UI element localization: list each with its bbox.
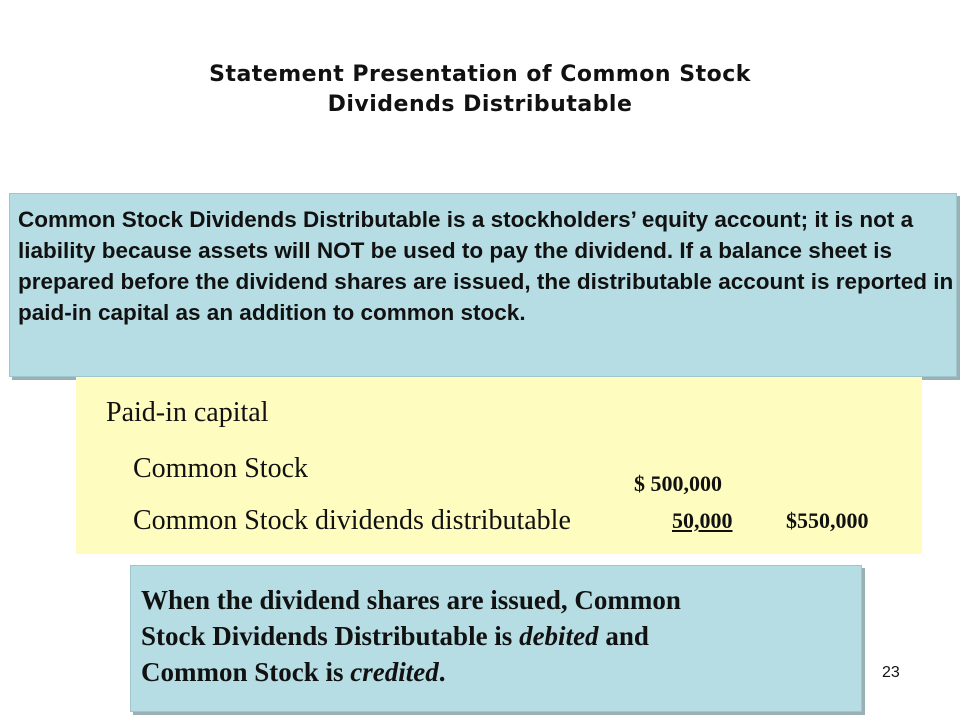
title-line-2: Dividends Distributable <box>327 92 633 117</box>
debited-emphasis: debited <box>519 621 599 651</box>
title-line-1: Statement Presentation of Common Stock <box>209 62 751 87</box>
paid-in-capital-label: Paid-in capital <box>106 397 269 428</box>
note-line-3-prefix: Common Stock is <box>141 657 351 687</box>
page-number: 23 <box>882 664 900 681</box>
issuance-note-box <box>130 565 862 712</box>
common-stock-amount: $ 500,000 <box>634 471 722 496</box>
distributable-label: Common Stock dividends distributable <box>133 505 571 536</box>
note-line-1: When the dividend shares are issued, Common <box>141 585 681 615</box>
total-paid-in-amount: $550,000 <box>786 508 869 533</box>
issuance-note-text <box>141 582 856 690</box>
balance-sheet-excerpt <box>76 377 922 554</box>
note-line-2-suffix: and <box>598 621 649 651</box>
explanation-text: Common Stock Dividends Distributable is a stockholders’ equity account; it is not a liability because assets will NOT be used to pay the dividend. If a balance sheet is prepared before the dividend shares are issued, the distributable account is reported in paid-in capital as an addition to common stock. <box>18 207 954 325</box>
note-line-3 <box>141 654 856 690</box>
note-line-2-prefix: Stock Dividends Distributable is <box>141 621 520 651</box>
common-stock-label: Common Stock <box>133 453 309 484</box>
credited-emphasis: credited <box>350 657 439 687</box>
note-line-3-suffix: . <box>438 657 446 687</box>
explanation-box <box>9 193 957 377</box>
note-line-2 <box>141 618 856 654</box>
distributable-amount: 50,000 <box>672 508 733 533</box>
slide-title <box>0 60 960 120</box>
